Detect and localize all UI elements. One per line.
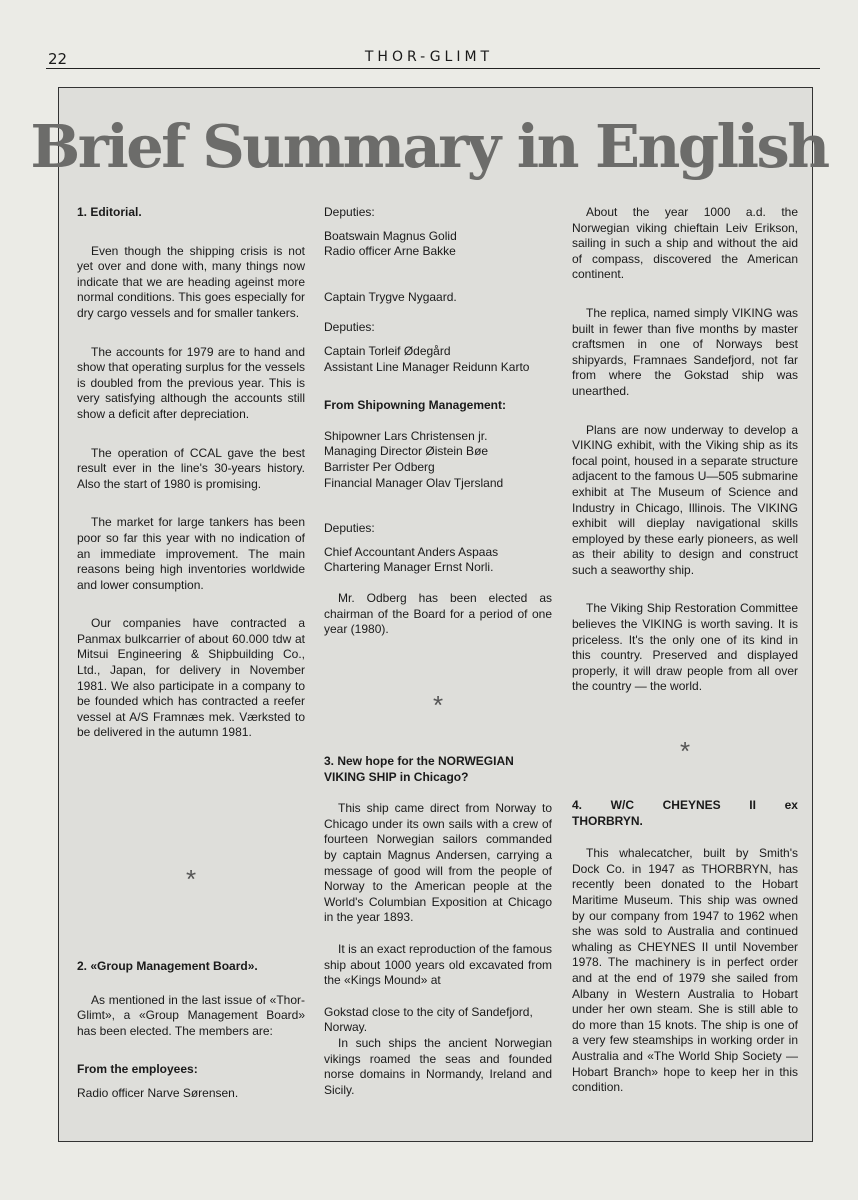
column-3 bbox=[572, 205, 798, 695]
paragraph: About the year 1000 a.d. the Norwegian viking chieftain Leiv Erikson, sailing in such a ship and without the aid of compass, discovered the American continent. bbox=[572, 205, 798, 282]
paragraph: Even though the shipping crisis is not yet over and done with, many things now indicate that we are heading ageinst more normal conditions. This goes especially for dry cargo vessels and for smaller tankers. bbox=[77, 243, 305, 320]
paragraph: Mr. Odberg has been elected as chairman of the Board for a period of one year (1980). bbox=[324, 590, 552, 637]
paragraph: This whalecatcher, built by Smith's Dock Co. in 1947 as THORBRYN, has recently been donated to the Hobart Maritime Museum. This ship was owned by our company from 1947 to 1962 when she was sold to Australia and continued whaling as CHEYNES II until November 1978. The machinery is in perfect order and at the end of 1979 she sailed from Albany in Western Australia to Hobart under her own steam. She is still able to do more than 15 knots. The ship is one of a very few steamships in working order in Australia and «The World Ship Society — Hobart Branch» hope to keep her in this condition. bbox=[572, 846, 798, 1095]
section-heading-viking-ship: 3. New hope for the NORWEGIAN VIKING SHIP in Chicago? bbox=[324, 754, 514, 784]
subheading-employees: From the employees: bbox=[77, 1062, 198, 1077]
member-name: Chartering Manager Ernst Norli. bbox=[324, 560, 494, 575]
deputies-label: Deputies: bbox=[324, 521, 375, 536]
subheading-shipowning-management: From Shipowning Management: bbox=[324, 398, 506, 413]
section-heading-editorial: 1. Editorial. bbox=[77, 205, 142, 219]
heading-word: W/C bbox=[610, 798, 634, 812]
paragraph: In such ships the ancient Norwegian vikings roamed the seas and founded norse domains in Normandy, Ireland and Sicily. bbox=[324, 1035, 552, 1097]
section-heading-cheynes bbox=[572, 798, 798, 814]
section-heading-group-board: 2. «Group Management Board». bbox=[77, 959, 258, 973]
page-number: 22 bbox=[48, 50, 68, 68]
member-name: Financial Manager Olav Tjersland bbox=[324, 475, 504, 490]
member-name: Shipowner Lars Christensen jr. bbox=[324, 428, 488, 443]
heading-word: II bbox=[749, 798, 756, 812]
running-header: THOR-GLIMT bbox=[364, 49, 494, 65]
page-title: Brief Summary in English bbox=[30, 112, 828, 181]
column-3-lower bbox=[572, 798, 798, 1096]
heading-word: CHEYNES bbox=[662, 798, 721, 812]
member-name: Managing Director Øistein Bøe bbox=[324, 444, 489, 459]
member-name: Barrister Per Odberg bbox=[324, 459, 435, 474]
column-2-lower bbox=[324, 754, 552, 1098]
section-heading-cheynes-line2: THORBRYN. bbox=[572, 813, 643, 828]
asterisk-separator: * bbox=[432, 690, 444, 720]
paragraph: The accounts for 1979 are to hand and show that operating surplus for the vessels is doubled from the previous year. This is very satisfying although the accounts still show a deficit after depreciation. bbox=[77, 344, 305, 421]
paragraph: The operation of CCAL gave the best result ever in the line's 30-years history. Also the start of 1980 is promising. bbox=[77, 445, 305, 491]
asterisk-separator: * bbox=[185, 864, 197, 894]
column-1-lower bbox=[77, 959, 305, 1102]
column-2 bbox=[324, 205, 552, 638]
paragraph: Gokstad close to the city of Sandefjord, Norway. bbox=[324, 1004, 533, 1035]
paragraph: Plans are now underway to develop a VIKING exhibit, with the Viking ship as its focal point, housed in a separate structure adjacent to the famous U—505 submarine exhibit at The Museum of Science and Industry in Chicago, Illinois. The VIKING exhibit will dieplay navigational skills employed by these early pioneers, as well as their ability to design and construct such a seaworthy ship. bbox=[572, 422, 798, 577]
paragraph: It is an exact reproduction of the famous ship about 1000 years old excavated from the «Kings Mound» at bbox=[324, 941, 552, 988]
member-name: Assistant Line Manager Reidunn Karto bbox=[324, 359, 530, 374]
paragraph: The replica, named simply VIKING was built in fewer than five months by master craftsmen in one of Norways best shipyards, Framnaes Sandefjord, not far from where the Gokstad ship was unearthed. bbox=[572, 305, 798, 398]
member-name: Radio officer Arne Bakke bbox=[324, 244, 456, 259]
paragraph: As mentioned in the last issue of «Thor-Glimt», a «Group Management Board» has been elected. The members are: bbox=[77, 992, 305, 1038]
heading-word: 4. bbox=[572, 798, 583, 812]
asterisk-separator: * bbox=[679, 736, 691, 766]
header-rule bbox=[46, 68, 820, 69]
member-name: Captain Torleif Ødegård bbox=[324, 343, 451, 358]
paragraph: The market for large tankers has been poor so far this year with no indication of an immediate improvement. The main reasons being high inventories worldwide and lower consumption. bbox=[77, 515, 305, 592]
paragraph: Our companies have contracted a Panmax bulkcarrier of about 60.000 tdw at Mitsui Engineering & Shipbuilding Co., Ltd., Japan, for delivery in November 1981. We also participate in a company to be founded which has contracted a reefer vessel at A/S Framnæs mek. Værksted to be delivered in the autumn 1981. bbox=[77, 616, 305, 740]
deputies-label: Deputies: bbox=[324, 205, 375, 219]
member-name: Chief Accountant Anders Aspaas bbox=[324, 544, 499, 559]
member-name: Captain Trygve Nygaard. bbox=[324, 289, 457, 304]
column-1 bbox=[77, 205, 305, 741]
deputies-label: Deputies: bbox=[324, 320, 375, 335]
member-name: Boatswain Magnus Golid bbox=[324, 228, 457, 243]
heading-word: ex bbox=[784, 798, 798, 812]
paragraph: This ship came direct from Norway to Chicago under its own sails with a crew of fourteen Norwegian sailors commanded by captain Magnus Andersen, carrying a message of good will from the people of Norway to the American people at the World's Columbian Exposition at Chicago in the year 1893. bbox=[324, 801, 552, 925]
member-name: Radio officer Narve Sørensen. bbox=[77, 1085, 239, 1100]
paragraph: The Viking Ship Restoration Committee believes the VIKING is worth saving. It is priceless. It's the only one of its kind in this country. Preserved and displayed properly, it will draw people from all over the country — the world. bbox=[572, 601, 798, 694]
